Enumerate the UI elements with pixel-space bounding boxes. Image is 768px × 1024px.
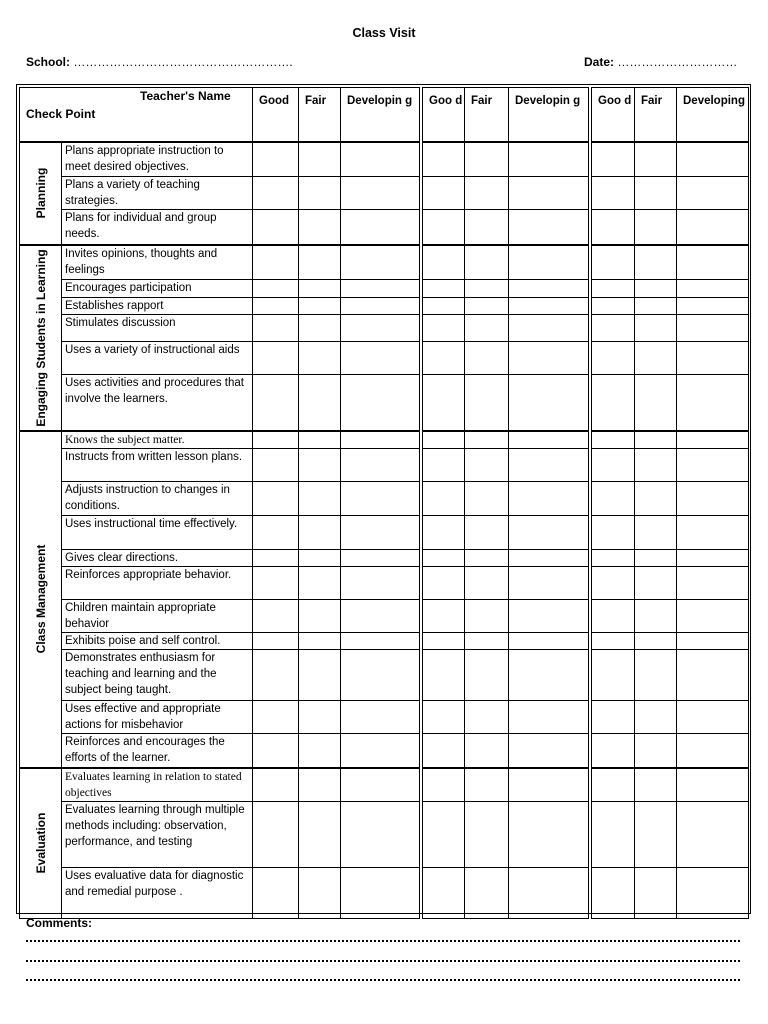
table-row <box>20 449 749 482</box>
rating-cell-developing[interactable] <box>677 375 749 431</box>
rating-cell-fair[interactable] <box>299 245 341 280</box>
rating-cell-developing[interactable] <box>509 768 589 802</box>
rating-cell-developing[interactable] <box>677 801 749 867</box>
section-cell <box>20 768 62 919</box>
rating-cell-fair[interactable] <box>299 868 341 918</box>
check-point-text: Reinforces and encourages the efforts of the learner. <box>62 733 253 767</box>
rating-cell-fair[interactable] <box>635 650 677 700</box>
check-point-text: Plans for individual and group needs. <box>62 210 253 245</box>
rating-cell-developing[interactable] <box>509 375 589 431</box>
rating-cell-good[interactable] <box>423 482 465 516</box>
rating-cell-fair[interactable] <box>635 375 677 431</box>
page-title: Class Visit <box>352 26 416 40</box>
rating-cell-developing[interactable] <box>509 733 589 767</box>
check-point-text: Demonstrates enthusiasm for teaching and learning and the subject being taught. <box>62 650 253 700</box>
header-row <box>20 88 749 142</box>
rating-cell-good[interactable] <box>423 733 465 767</box>
rating-cell-fair[interactable] <box>299 768 341 802</box>
rating-cell-developing[interactable] <box>677 142 749 177</box>
rating-cell-fair[interactable] <box>635 700 677 733</box>
rating-cell-developing[interactable] <box>341 700 420 733</box>
rating-cell-good[interactable] <box>423 314 465 341</box>
rating-cell-developing[interactable] <box>341 599 420 632</box>
rating-cell-good[interactable] <box>592 516 635 549</box>
rating-cell-good[interactable] <box>592 482 635 516</box>
rating-cell-fair[interactable] <box>299 297 341 314</box>
rating-cell-good[interactable] <box>253 342 299 375</box>
rating-cell-developing[interactable] <box>677 633 749 650</box>
rating-cell-good[interactable] <box>592 868 635 918</box>
rating-cell-fair[interactable] <box>635 549 677 566</box>
rating-cell-good[interactable] <box>253 297 299 314</box>
comment-line-3[interactable] <box>26 979 740 981</box>
check-point-text: Gives clear directions. <box>62 549 253 566</box>
rating-cell-developing[interactable] <box>341 482 420 516</box>
table-row <box>20 700 749 733</box>
rating-cell-good[interactable] <box>253 516 299 549</box>
rating-cell-good[interactable] <box>592 210 635 245</box>
table-row <box>20 176 749 210</box>
rating-cell-good[interactable] <box>423 142 465 177</box>
check-point-text: Knows the subject matter. <box>62 431 253 449</box>
rating-cell-fair[interactable] <box>465 142 509 177</box>
rating-cell-good[interactable] <box>423 176 465 210</box>
rating-cell-fair[interactable] <box>299 449 341 482</box>
rating-cell-good[interactable] <box>253 868 299 918</box>
col-developing-3: Developing <box>677 88 749 142</box>
rating-cell-developing[interactable] <box>341 549 420 566</box>
table-row <box>20 142 749 177</box>
check-point-text: Evaluates learning through multiple methods including: observation, performance, and testing <box>62 801 253 867</box>
rating-cell-developing[interactable] <box>341 142 420 177</box>
comment-line-1[interactable] <box>26 940 740 942</box>
rating-cell-fair[interactable] <box>299 801 341 867</box>
rating-cell-fair[interactable] <box>465 210 509 245</box>
rating-cell-good[interactable] <box>592 375 635 431</box>
rating-cell-fair[interactable] <box>465 449 509 482</box>
rating-cell-fair[interactable] <box>635 176 677 210</box>
date-label: Date: <box>584 55 615 69</box>
rating-cell-developing[interactable] <box>341 633 420 650</box>
rating-cell-good[interactable] <box>253 801 299 867</box>
rating-cell-developing[interactable] <box>341 314 420 341</box>
rating-cell-developing[interactable] <box>341 768 420 802</box>
rating-cell-fair[interactable] <box>635 801 677 867</box>
rating-cell-developing[interactable] <box>341 733 420 767</box>
rating-cell-developing[interactable] <box>509 549 589 566</box>
rating-cell-fair[interactable] <box>465 314 509 341</box>
rating-cell-good[interactable] <box>423 280 465 297</box>
col-fair-1: Fair <box>299 88 341 142</box>
rating-cell-developing[interactable] <box>509 280 589 297</box>
table-row <box>20 314 749 341</box>
rating-cell-developing[interactable] <box>677 297 749 314</box>
rating-cell-developing[interactable] <box>341 868 420 918</box>
check-point-text: Uses effective and appropriate actions for misbehavior <box>62 700 253 733</box>
rating-cell-fair[interactable] <box>299 176 341 210</box>
section-label: Planning <box>33 167 48 219</box>
rating-cell-developing[interactable] <box>509 297 589 314</box>
rating-cell-developing[interactable] <box>509 801 589 867</box>
rating-cell-developing[interactable] <box>341 516 420 549</box>
rating-cell-good[interactable] <box>423 297 465 314</box>
rating-cell-developing[interactable] <box>677 650 749 700</box>
rating-cell-good[interactable] <box>253 176 299 210</box>
rating-cell-developing[interactable] <box>509 245 589 280</box>
check-point-text: Plans appropriate instruction to meet desired objectives. <box>62 142 253 177</box>
rating-cell-developing[interactable] <box>509 566 589 599</box>
rating-cell-developing[interactable] <box>509 431 589 449</box>
rating-cell-fair[interactable] <box>465 342 509 375</box>
section-label: Evaluation <box>33 812 48 874</box>
rating-cell-good[interactable] <box>253 245 299 280</box>
rating-cell-good[interactable] <box>423 449 465 482</box>
col-good-1: Good <box>253 88 299 142</box>
rating-cell-good[interactable] <box>253 599 299 632</box>
rating-cell-fair[interactable] <box>299 342 341 375</box>
rating-cell-good[interactable] <box>423 566 465 599</box>
rating-cell-fair[interactable] <box>299 210 341 245</box>
check-point-text: Children maintain appropriate behavior <box>62 599 253 632</box>
check-point-text: Uses evaluative data for diagnostic and remedial purpose . <box>62 868 253 918</box>
table-row <box>20 297 749 314</box>
rating-cell-fair[interactable] <box>635 245 677 280</box>
school-label: School: <box>26 55 70 69</box>
check-point-text: Plans a variety of teaching strategies. <box>62 176 253 210</box>
table-row <box>20 801 749 867</box>
rating-cell-developing[interactable] <box>677 210 749 245</box>
rating-cell-developing[interactable] <box>509 599 589 632</box>
rating-cell-good[interactable] <box>592 176 635 210</box>
table-row <box>20 210 749 245</box>
rating-cell-fair[interactable] <box>465 280 509 297</box>
rating-cell-developing[interactable] <box>677 566 749 599</box>
rating-cell-developing[interactable] <box>677 342 749 375</box>
rating-cell-fair[interactable] <box>635 142 677 177</box>
rating-cell-good[interactable] <box>592 549 635 566</box>
rating-cell-good[interactable] <box>253 549 299 566</box>
section-cell <box>20 142 62 245</box>
rating-cell-fair[interactable] <box>299 516 341 549</box>
check-point-text: Adjusts instruction to changes in conditions. <box>62 482 253 516</box>
rating-cell-developing[interactable] <box>341 297 420 314</box>
rating-cell-developing[interactable] <box>341 342 420 375</box>
rating-cell-fair[interactable] <box>465 650 509 700</box>
rating-cell-good[interactable] <box>592 733 635 767</box>
check-point-text: Establishes rapport <box>62 297 253 314</box>
rating-cell-good[interactable] <box>423 650 465 700</box>
rating-cell-fair[interactable] <box>465 549 509 566</box>
rating-cell-developing[interactable] <box>341 449 420 482</box>
col-fair-3: Fair <box>635 88 677 142</box>
rating-cell-developing[interactable] <box>341 650 420 700</box>
col-fair-2: Fair <box>465 88 509 142</box>
rating-cell-good[interactable] <box>253 700 299 733</box>
rating-cell-developing[interactable] <box>509 868 589 918</box>
rating-cell-good[interactable] <box>253 633 299 650</box>
rating-cell-developing[interactable] <box>677 314 749 341</box>
rating-cell-fair[interactable] <box>635 342 677 375</box>
check-point-text: Stimulates discussion <box>62 314 253 341</box>
rating-cell-good[interactable] <box>423 431 465 449</box>
rating-cell-fair[interactable] <box>635 768 677 802</box>
table-row <box>20 280 749 297</box>
rating-cell-fair[interactable] <box>299 142 341 177</box>
rating-cell-fair[interactable] <box>299 375 341 431</box>
section-label: Engaging Students in Learning <box>33 248 48 427</box>
section-label: Class Management <box>33 544 48 654</box>
rating-cell-developing[interactable] <box>341 431 420 449</box>
check-point-text: Exhibits poise and self control. <box>62 633 253 650</box>
rating-cell-fair[interactable] <box>299 700 341 733</box>
table-row <box>20 431 749 449</box>
rating-cell-good[interactable] <box>253 210 299 245</box>
rating-cell-developing[interactable] <box>509 176 589 210</box>
rating-cell-fair[interactable] <box>635 633 677 650</box>
check-point-text: Uses a variety of instructional aids <box>62 342 253 375</box>
rating-cell-developing[interactable] <box>341 245 420 280</box>
rating-cell-fair[interactable] <box>635 297 677 314</box>
rating-cell-fair[interactable] <box>635 482 677 516</box>
rating-cell-fair[interactable] <box>465 431 509 449</box>
rating-cell-fair[interactable] <box>635 431 677 449</box>
rating-cell-good[interactable] <box>423 768 465 802</box>
rating-cell-good[interactable] <box>592 700 635 733</box>
table-row <box>20 733 749 767</box>
rating-cell-good[interactable] <box>423 801 465 867</box>
table-row <box>20 516 749 549</box>
rating-cell-developing[interactable] <box>341 566 420 599</box>
col-developing-1: Developin g <box>341 88 420 142</box>
rating-cell-fair[interactable] <box>465 768 509 802</box>
rating-cell-good[interactable] <box>592 599 635 632</box>
rating-cell-good[interactable] <box>592 142 635 177</box>
rating-cell-fair[interactable] <box>299 733 341 767</box>
rating-cell-fair[interactable] <box>465 297 509 314</box>
rating-cell-developing[interactable] <box>677 482 749 516</box>
rating-cell-good[interactable] <box>253 566 299 599</box>
rating-cell-good[interactable] <box>253 733 299 767</box>
rating-cell-fair[interactable] <box>299 650 341 700</box>
rating-cell-fair[interactable] <box>635 868 677 918</box>
rating-cell-developing[interactable] <box>509 142 589 177</box>
rating-cell-developing[interactable] <box>677 700 749 733</box>
rating-cell-developing[interactable] <box>509 482 589 516</box>
rating-cell-good[interactable] <box>423 342 465 375</box>
rating-cell-good[interactable] <box>592 431 635 449</box>
rating-cell-fair[interactable] <box>299 314 341 341</box>
check-point-header <box>20 88 253 142</box>
rating-cell-fair[interactable] <box>635 314 677 341</box>
rating-cell-developing[interactable] <box>509 650 589 700</box>
rating-cell-good[interactable] <box>592 297 635 314</box>
check-point-text: Uses activities and procedures that involve the learners. <box>62 375 253 431</box>
rating-cell-developing[interactable] <box>509 342 589 375</box>
check-point-text: Uses instructional time effectively. <box>62 516 253 549</box>
rating-cell-developing[interactable] <box>341 375 420 431</box>
rating-cell-fair[interactable] <box>635 566 677 599</box>
rating-cell-fair[interactable] <box>465 482 509 516</box>
rating-cell-good[interactable] <box>592 633 635 650</box>
rating-cell-fair[interactable] <box>465 868 509 918</box>
rating-cell-fair[interactable] <box>299 566 341 599</box>
table-row <box>20 650 749 700</box>
rating-cell-fair[interactable] <box>299 599 341 632</box>
rating-cell-fair[interactable] <box>635 210 677 245</box>
rating-cell-good[interactable] <box>423 633 465 650</box>
rating-cell-good[interactable] <box>592 768 635 802</box>
rating-cell-developing[interactable] <box>677 245 749 280</box>
teachers-name-label: Teacher's Name <box>140 89 231 103</box>
rating-cell-fair[interactable] <box>635 599 677 632</box>
rating-cell-developing[interactable] <box>677 768 749 802</box>
check-point-text: Instructs from written lesson plans. <box>62 449 253 482</box>
rating-cell-good[interactable] <box>592 245 635 280</box>
table-row <box>20 566 749 599</box>
date-field[interactable] <box>584 55 737 69</box>
table-row <box>20 375 749 431</box>
table-row <box>20 599 749 632</box>
rating-cell-fair[interactable] <box>465 733 509 767</box>
rating-cell-fair[interactable] <box>635 449 677 482</box>
rating-cell-developing[interactable] <box>677 733 749 767</box>
section-cell <box>20 431 62 768</box>
rating-cell-fair[interactable] <box>635 280 677 297</box>
rating-cell-developing[interactable] <box>677 449 749 482</box>
rating-cell-fair[interactable] <box>299 280 341 297</box>
rating-cell-fair[interactable] <box>635 516 677 549</box>
rating-cell-good[interactable] <box>253 768 299 802</box>
rating-cell-developing[interactable] <box>677 431 749 449</box>
comment-line-2[interactable] <box>26 960 740 962</box>
rating-cell-good[interactable] <box>253 431 299 449</box>
date-value[interactable]: ………………………… <box>617 55 738 69</box>
table-row <box>20 633 749 650</box>
rating-cell-fair[interactable] <box>465 700 509 733</box>
rating-cell-fair[interactable] <box>299 549 341 566</box>
rating-cell-good[interactable] <box>423 375 465 431</box>
rating-cell-developing[interactable] <box>341 801 420 867</box>
rating-cell-good[interactable] <box>423 516 465 549</box>
school-value[interactable]: ………………………………………………. <box>73 55 293 69</box>
rating-cell-developing[interactable] <box>677 549 749 566</box>
rating-cell-fair[interactable] <box>299 431 341 449</box>
rating-cell-fair[interactable] <box>465 176 509 210</box>
comments-label: Comments: <box>26 916 93 930</box>
rating-cell-developing[interactable] <box>677 280 749 297</box>
rating-cell-fair[interactable] <box>465 245 509 280</box>
rating-cell-developing[interactable] <box>677 599 749 632</box>
rating-cell-good[interactable] <box>592 280 635 297</box>
rating-cell-good[interactable] <box>253 482 299 516</box>
rating-cell-developing[interactable] <box>341 210 420 245</box>
rating-cell-good[interactable] <box>253 142 299 177</box>
rating-cell-fair[interactable] <box>465 375 509 431</box>
rating-cell-fair[interactable] <box>635 733 677 767</box>
rating-cell-good[interactable] <box>592 566 635 599</box>
rating-cell-good[interactable] <box>592 314 635 341</box>
check-point-text: Encourages participation <box>62 280 253 297</box>
checkpoint-table <box>19 87 749 919</box>
table-row <box>20 549 749 566</box>
rating-cell-developing[interactable] <box>509 516 589 549</box>
table-row <box>20 768 749 802</box>
check-point-text: Reinforces appropriate behavior. <box>62 566 253 599</box>
rating-cell-good[interactable] <box>592 650 635 700</box>
rating-cell-developing[interactable] <box>509 314 589 341</box>
rating-cell-fair[interactable] <box>465 566 509 599</box>
section-cell <box>20 245 62 431</box>
rating-cell-fair[interactable] <box>465 633 509 650</box>
col-good-3: Goo d <box>592 88 635 142</box>
col-good-2: Goo d <box>423 88 465 142</box>
check-point-text: Invites opinions, thoughts and feelings <box>62 245 253 280</box>
table-row <box>20 245 749 280</box>
table-row <box>20 482 749 516</box>
rating-cell-good[interactable] <box>592 801 635 867</box>
rating-cell-good[interactable] <box>253 280 299 297</box>
rating-cell-good[interactable] <box>592 449 635 482</box>
rating-cell-good[interactable] <box>423 245 465 280</box>
rating-cell-good[interactable] <box>423 549 465 566</box>
school-field[interactable] <box>26 55 293 69</box>
rating-cell-developing[interactable] <box>341 176 420 210</box>
rating-cell-fair[interactable] <box>465 801 509 867</box>
rating-cell-good[interactable] <box>592 342 635 375</box>
rating-cell-good[interactable] <box>423 700 465 733</box>
rating-cell-good[interactable] <box>253 449 299 482</box>
rating-cell-developing[interactable] <box>677 868 749 918</box>
rating-cell-good[interactable] <box>253 314 299 341</box>
table-row <box>20 868 749 918</box>
rating-cell-developing[interactable] <box>341 280 420 297</box>
rating-cell-developing[interactable] <box>509 633 589 650</box>
rating-cell-fair[interactable] <box>465 599 509 632</box>
rating-cell-fair[interactable] <box>299 633 341 650</box>
rating-cell-good[interactable] <box>423 599 465 632</box>
rating-cell-good[interactable] <box>253 375 299 431</box>
rating-cell-good[interactable] <box>423 210 465 245</box>
rating-cell-developing[interactable] <box>509 210 589 245</box>
rating-cell-good[interactable] <box>253 650 299 700</box>
check-point-text: Evaluates learning in relation to stated objectives <box>62 768 253 802</box>
rating-cell-good[interactable] <box>423 868 465 918</box>
rating-cell-fair[interactable] <box>465 516 509 549</box>
check-point-label: Check Point <box>26 107 96 121</box>
col-developing-2: Developin g <box>509 88 589 142</box>
rating-cell-developing[interactable] <box>677 516 749 549</box>
rating-cell-developing[interactable] <box>509 449 589 482</box>
rating-cell-developing[interactable] <box>677 176 749 210</box>
rating-cell-developing[interactable] <box>509 700 589 733</box>
rating-cell-fair[interactable] <box>299 482 341 516</box>
table-row <box>20 342 749 375</box>
